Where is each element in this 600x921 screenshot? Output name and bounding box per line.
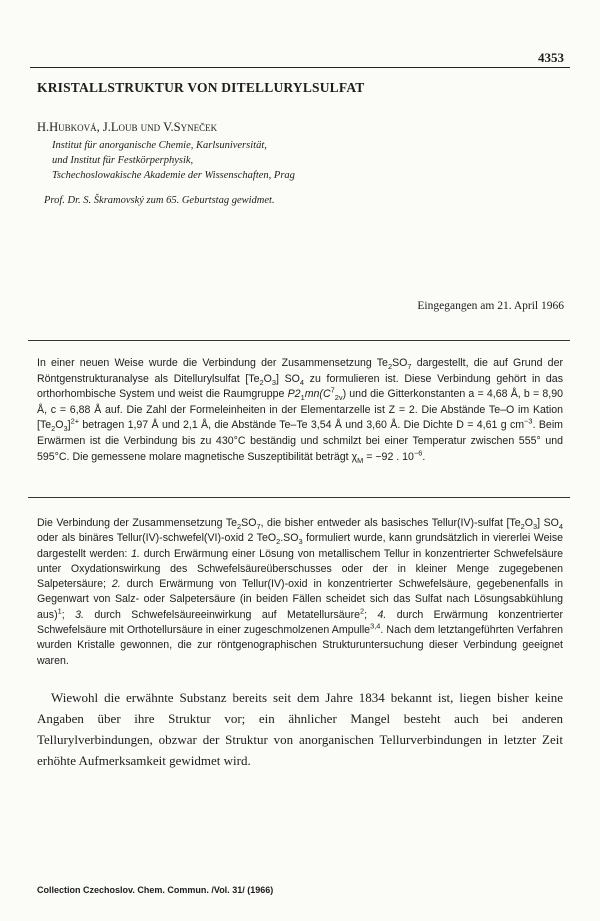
intro-paragraph: Die Verbindung der Zusammensetzung $Te_2SO_7$, die bisher entweder als basisches Tellur(IV)-sulfat $[Te_2O_3]$ $SO_4$ oder als binäres Tellur(IV)-schwefel(VI)-oxid 2 $TeO_2.SO_3$ formuliert wurde, kann grundsätzlich in viererlei Weise dargestellt werden: 1. durch Erwärmung einer Lösung von metallischem Tellur in konzentrierter Schwefelsäure unter Oxydationswirkung des Schwefelsäureüberschusses oder der in kleiner Menge zugegebenen Salpetersäure; 2. durch Erwärmung von Tellur(IV)-oxid in konzentrierter Schwefelsäure, gegebenenfalls in Gegenwart von Salz- oder Salpetersäure (in beiden Fällen scheidet sich das Sulfat nach Lösungsabkühlung aus)$^1$; 3. durch Schwefelsäureeinwirkung auf Metatellursäure$^2$; 4. durch Erwärmung konzentrierter Schwefelsäure mit Orthotellursäure in einer zugeschmolzenen Ampulle$^{3,4}$. Nach dem letztangeführten Verfahren wurden Kristalle gewonnen, die zur röntgenographischen Strukturuntersuchung dieser Verbindung geeignet waren. — [37, 517, 564, 667]
header-rule — [30, 67, 570, 68]
body-paragraph: Wiewohl die erwähnte Substanz bereits seit dem Jahre 1834 bekannt ist, liegen bisher keine Angaben über ihre Struktur vor; ein ähnlicher Mangel besteht auch bei anderen Tellurylverbindungen, obzwar der Struktur von anorganischen Tellurverbindungen in letzter Zeit erhöhte Aufmerksamkeit gewidmet wird. — [37, 690, 563, 768]
received-date: Eingegangen am 21. April 1966 — [417, 300, 564, 312]
page-number: 4353 — [538, 50, 564, 65]
affiliation-line: Institut für anorganische Chemie, Karlsuniversität, — [52, 140, 267, 151]
article-authors: H.Hubková, J.Loub und V.Syneček — [37, 120, 218, 134]
dedication: Prof. Dr. S. Škramovský zum 65. Geburtstag gewidmet. — [44, 195, 275, 206]
abstract-paragraph: In einer neuen Weise wurde die Verbindung der Zusammensetzung $Te_2SO_7$ dargestellt, die auf Grund der Röntgenstrukturanalyse als Ditellurylsulfat $[Te_2O_3]$ $SO_4$ zu formulieren ist. Diese Verbindung gehört in das orthorhombische System und weist die Raumgruppe $P2_1mn(C^7_{2v})$ und die Gitterkonstanten a = 4,68 Å, b = 8,90 Å, c = 6,88 Å auf. Die Zahl der Formeleinheiten in der Elementarzelle ist Z = 2. Die Abstände Te–O im Kation $[Te_2O_3]^{2+}$ betragen 1,97 Å und 2,1 Å, die Abstände Te–Te 3,54 Å und 3,60 Å. Die Dichte D = 4,61 g $cm^{-3}$. Beim Erwärmen ist die Verbindung bis zu 430°C beständig und schmilzt bei einer Temperatur zwischen 555° und 595°C. Die gemessene molare magnetische Suszeptibilität beträgt $\chi_M = -92$ . $10^{-6}$. — [37, 357, 563, 465]
article-title: KRISTALLSTRUKTUR VON DITELLURYLSULFAT — [37, 80, 365, 95]
journal-footer: Collection Czechoslov. Chem. Commun. /Vol. 31/ (1966) — [37, 885, 274, 895]
affiliation-line: Tschechoslowakische Akademie der Wissenschaften, Prag — [52, 170, 295, 181]
affiliation-line: und Institut für Festkörperphysik, — [52, 155, 194, 166]
